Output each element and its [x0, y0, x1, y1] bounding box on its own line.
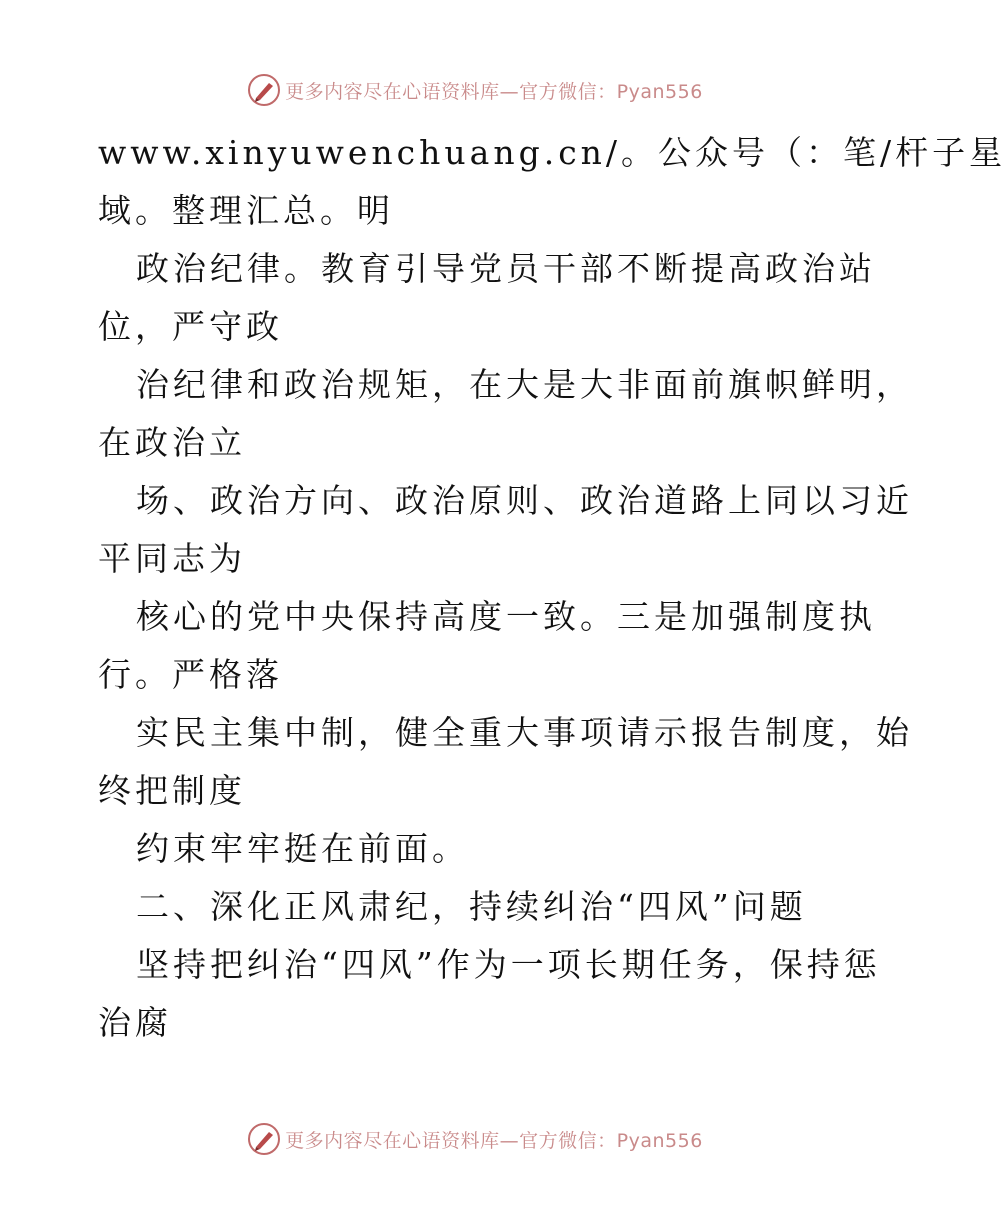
- body-line-8: 平同志为: [98, 539, 246, 578]
- header-banner-text: 更多内容尽在心语资料库—官方微信：Pyan556: [285, 80, 703, 103]
- body-line-2: 域。整理汇总。明: [98, 191, 394, 230]
- body-line-14: 二、深化正风肃纪，持续纠治“四风”问题: [136, 887, 807, 926]
- footer-banner-text: 更多内容尽在心语资料库—官方微信：Pyan556: [285, 1129, 703, 1152]
- body-line-7: 场、政治方向、政治原则、政治道路上同以习近: [136, 481, 913, 520]
- body-line-13: 约束牢牢挺在前面。: [136, 829, 469, 868]
- header-banner: [0, 70, 950, 110]
- body-line-11: 实民主集中制，健全重大事项请示报告制度，始: [136, 713, 913, 752]
- body-line-4: 位，严守政: [98, 307, 283, 346]
- body-line-1: www.xinyuwenchuang.cn/。公众号（：笔/杆子星: [98, 133, 1006, 172]
- document-body: [98, 124, 1006, 1052]
- footer-banner: [0, 1119, 950, 1159]
- body-line-3: 政治纪律。教育引导党员干部不断提高政治站: [136, 249, 876, 288]
- body-line-10: 行。严格落: [98, 655, 283, 694]
- body-line-6: 在政治立: [98, 423, 246, 462]
- body-line-16: 治腐: [98, 1003, 172, 1042]
- body-line-9: 核心的党中央保持高度一致。三是加强制度执: [136, 597, 876, 636]
- pen-logo-icon: [247, 73, 281, 107]
- body-line-5: 治纪律和政治规矩，在大是大非面前旗帜鲜明，: [136, 365, 913, 404]
- pen-logo-icon: [247, 1122, 281, 1156]
- body-line-12: 终把制度: [98, 771, 246, 810]
- body-line-15: 坚持把纠治“四风”作为一项长期任务，保持惩: [136, 945, 881, 984]
